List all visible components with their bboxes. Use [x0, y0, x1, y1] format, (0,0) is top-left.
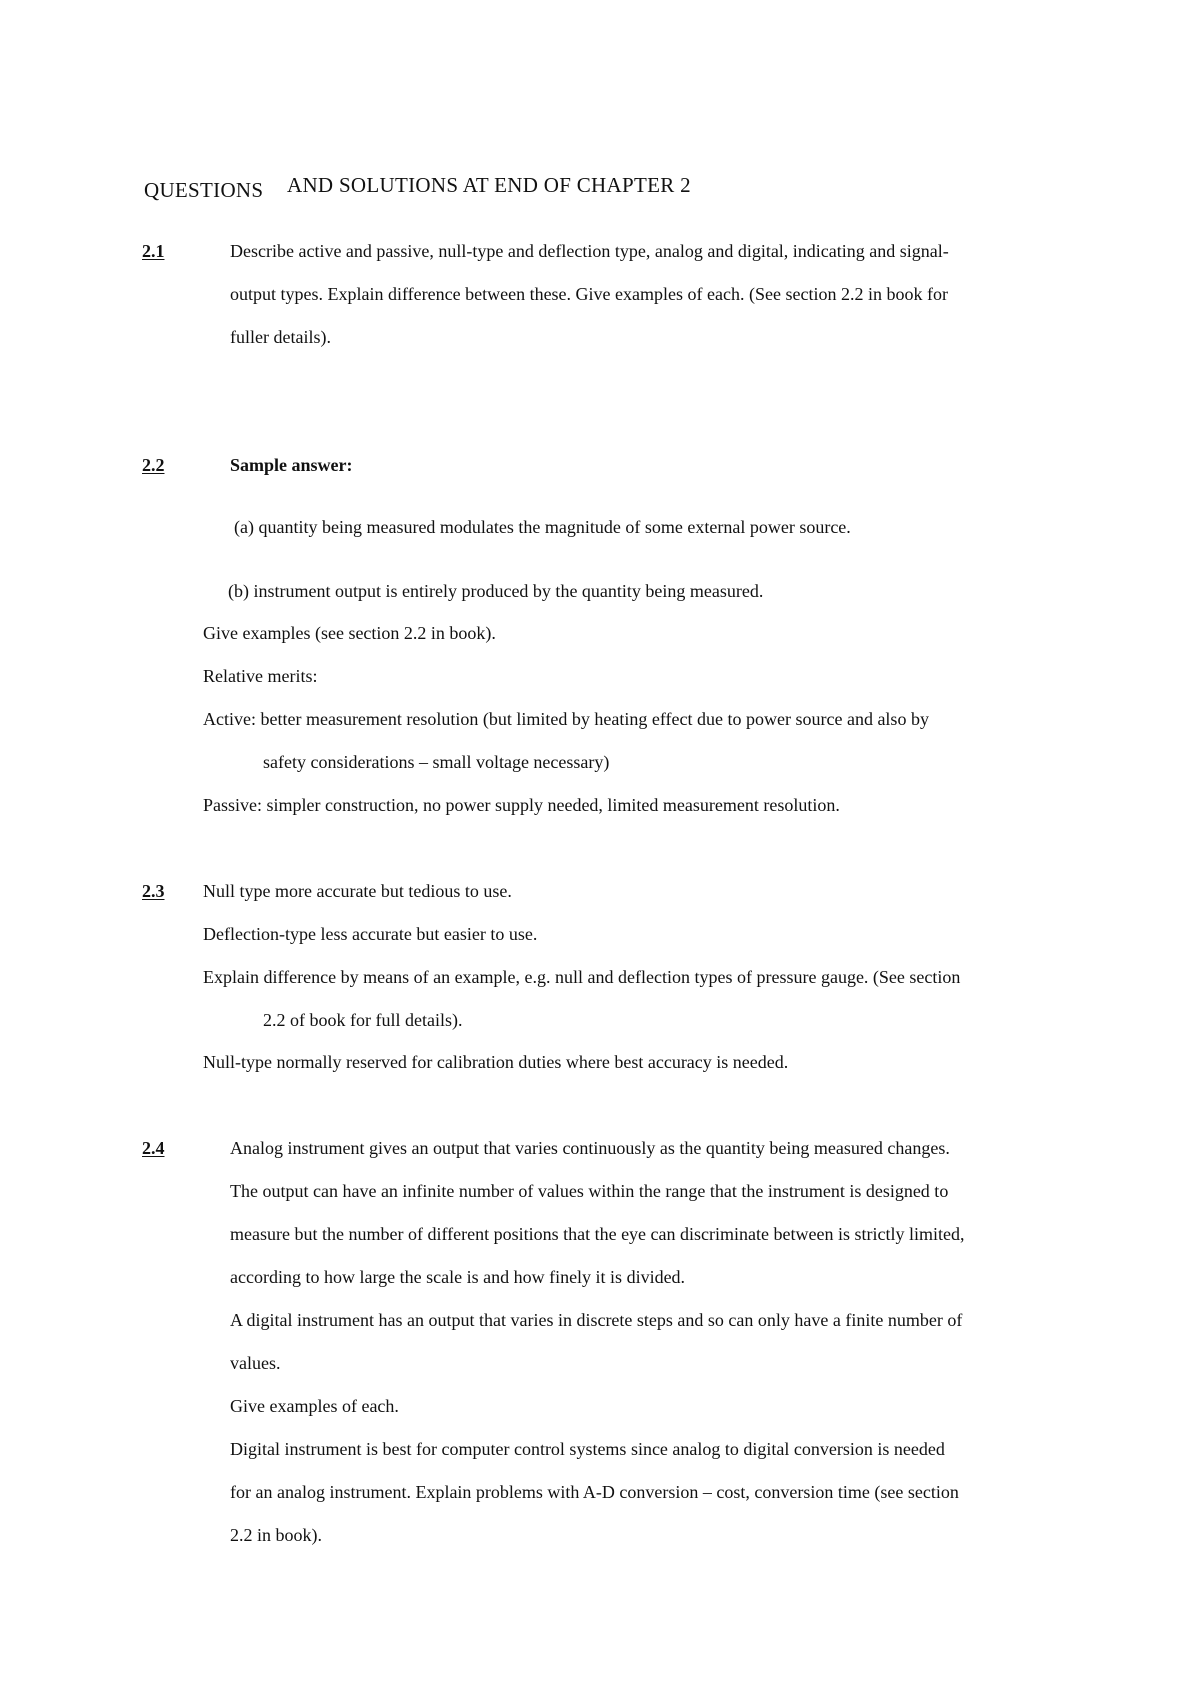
answer-line: values. [230, 1353, 281, 1373]
answer-line: for an analog instrument. Explain problems with A-D conversion – cost, conversion time (see section [230, 1482, 959, 1502]
question-number: 2.2 [142, 455, 165, 475]
page-title-part-2: AND SOLUTIONS AT END OF CHAPTER 2 [287, 173, 691, 197]
question-number: 2.1 [142, 241, 165, 261]
answer-line: Give examples of each. [230, 1396, 399, 1416]
answer-line: according to how large the scale is and how finely it is divided. [230, 1267, 686, 1287]
sample-answer-heading: Sample answer: [230, 455, 353, 475]
answer-line: Describe active and passive, null-type and deflection type, analog and digital, indicating and signal- [230, 241, 949, 261]
question-number: 2.4 [142, 1138, 165, 1158]
answer-line: output types. Explain difference between these. Give examples of each. (See section 2.2 in book for [230, 284, 948, 304]
answer-line: measure but the number of different positions that the eye can discriminate between is strictly limited, [230, 1224, 965, 1244]
answer-line: Digital instrument is best for computer control systems since analog to digital conversion is needed [230, 1439, 945, 1459]
answer-line: Explain difference by means of an example, e.g. null and deflection types of pressure gauge. (See section [203, 967, 961, 987]
page-title-part-1: QUESTIONS [144, 178, 264, 202]
answer-line: Null-type normally reserved for calibration duties where best accuracy is needed. [203, 1052, 789, 1072]
answer-line: safety considerations – small voltage necessary) [263, 752, 610, 772]
answer-line: The output can have an infinite number of values within the range that the instrument is designed to [230, 1181, 949, 1201]
answer-line: Active: better measurement resolution (but limited by heating effect due to power source and also by [203, 709, 929, 729]
question-number: 2.3 [142, 881, 165, 901]
answer-line: A digital instrument has an output that varies in discrete steps and so can only have a finite number of [230, 1310, 963, 1330]
answer-line: (a) quantity being measured modulates the magnitude of some external power source. [234, 517, 851, 537]
answer-line: Analog instrument gives an output that varies continuously as the quantity being measured changes. [230, 1138, 950, 1158]
answer-line: 2.2 in book). [230, 1525, 322, 1545]
answer-line: Passive: simpler construction, no power supply needed, limited measurement resolution. [203, 795, 840, 815]
answer-line: Give examples (see section 2.2 in book). [203, 623, 496, 643]
answer-line: 2.2 of book for full details). [263, 1010, 463, 1030]
answer-line: (b) instrument output is entirely produced by the quantity being measured. [228, 581, 764, 601]
answer-line: Null type more accurate but tedious to use. [203, 881, 512, 901]
answer-line: Deflection-type less accurate but easier to use. [203, 924, 538, 944]
answer-line: fuller details). [230, 327, 331, 347]
answer-line: Relative merits: [203, 666, 318, 686]
